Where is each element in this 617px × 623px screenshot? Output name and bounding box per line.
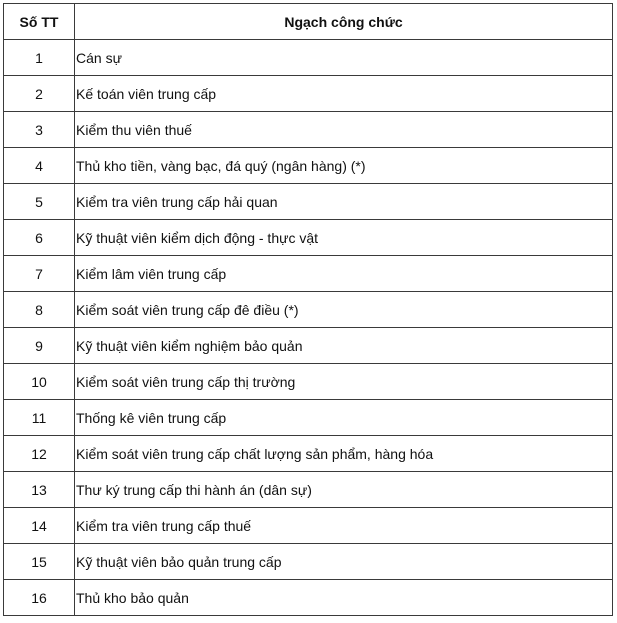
table-row	[4, 40, 613, 76]
row-index: 8	[4, 292, 75, 328]
row-index: 13	[4, 472, 75, 508]
row-index: 1	[4, 40, 75, 76]
table-row	[4, 580, 613, 616]
row-grade: Kỹ thuật viên kiểm nghiệm bảo quản	[75, 328, 613, 364]
table-row	[4, 112, 613, 148]
row-index: 4	[4, 148, 75, 184]
row-index: 11	[4, 400, 75, 436]
row-index: 5	[4, 184, 75, 220]
header-index: Số TT	[4, 4, 75, 40]
row-index: 12	[4, 436, 75, 472]
row-grade: Kiểm soát viên trung cấp chất lượng sản phẩm, hàng hóa	[75, 436, 613, 472]
row-grade: Thủ kho tiền, vàng bạc, đá quý (ngân hàng) (*)	[75, 148, 613, 184]
table-row	[4, 400, 613, 436]
row-grade: Kiểm thu viên thuế	[75, 112, 613, 148]
row-grade: Kỹ thuật viên kiểm dịch động - thực vật	[75, 220, 613, 256]
table-container	[3, 3, 613, 616]
table-row	[4, 364, 613, 400]
table-row	[4, 256, 613, 292]
row-grade: Kiểm soát viên trung cấp đê điều (*)	[75, 292, 613, 328]
row-index: 6	[4, 220, 75, 256]
row-grade: Thủ kho bảo quản	[75, 580, 613, 616]
row-grade: Kiểm tra viên trung cấp thuế	[75, 508, 613, 544]
table-row	[4, 508, 613, 544]
row-index: 15	[4, 544, 75, 580]
row-grade: Kỹ thuật viên bảo quản trung cấp	[75, 544, 613, 580]
table-row	[4, 184, 613, 220]
row-index: 14	[4, 508, 75, 544]
row-index: 10	[4, 364, 75, 400]
row-index: 9	[4, 328, 75, 364]
civil-servant-grades-table	[3, 3, 613, 616]
table-row	[4, 292, 613, 328]
header-grade: Ngạch công chức	[75, 4, 613, 40]
row-grade: Thư ký trung cấp thi hành án (dân sự)	[75, 472, 613, 508]
row-grade: Kiểm tra viên trung cấp hải quan	[75, 184, 613, 220]
table-header-row	[4, 4, 613, 40]
table-row	[4, 328, 613, 364]
row-grade: Thống kê viên trung cấp	[75, 400, 613, 436]
table-row	[4, 148, 613, 184]
table-row	[4, 544, 613, 580]
row-index: 16	[4, 580, 75, 616]
table-row	[4, 220, 613, 256]
row-grade: Kiểm lâm viên trung cấp	[75, 256, 613, 292]
row-index: 3	[4, 112, 75, 148]
table-row	[4, 472, 613, 508]
table-row	[4, 436, 613, 472]
row-index: 2	[4, 76, 75, 112]
row-index: 7	[4, 256, 75, 292]
row-grade: Cán sự	[75, 40, 613, 76]
row-grade: Kiểm soát viên trung cấp thị trường	[75, 364, 613, 400]
row-grade: Kế toán viên trung cấp	[75, 76, 613, 112]
table-row	[4, 76, 613, 112]
